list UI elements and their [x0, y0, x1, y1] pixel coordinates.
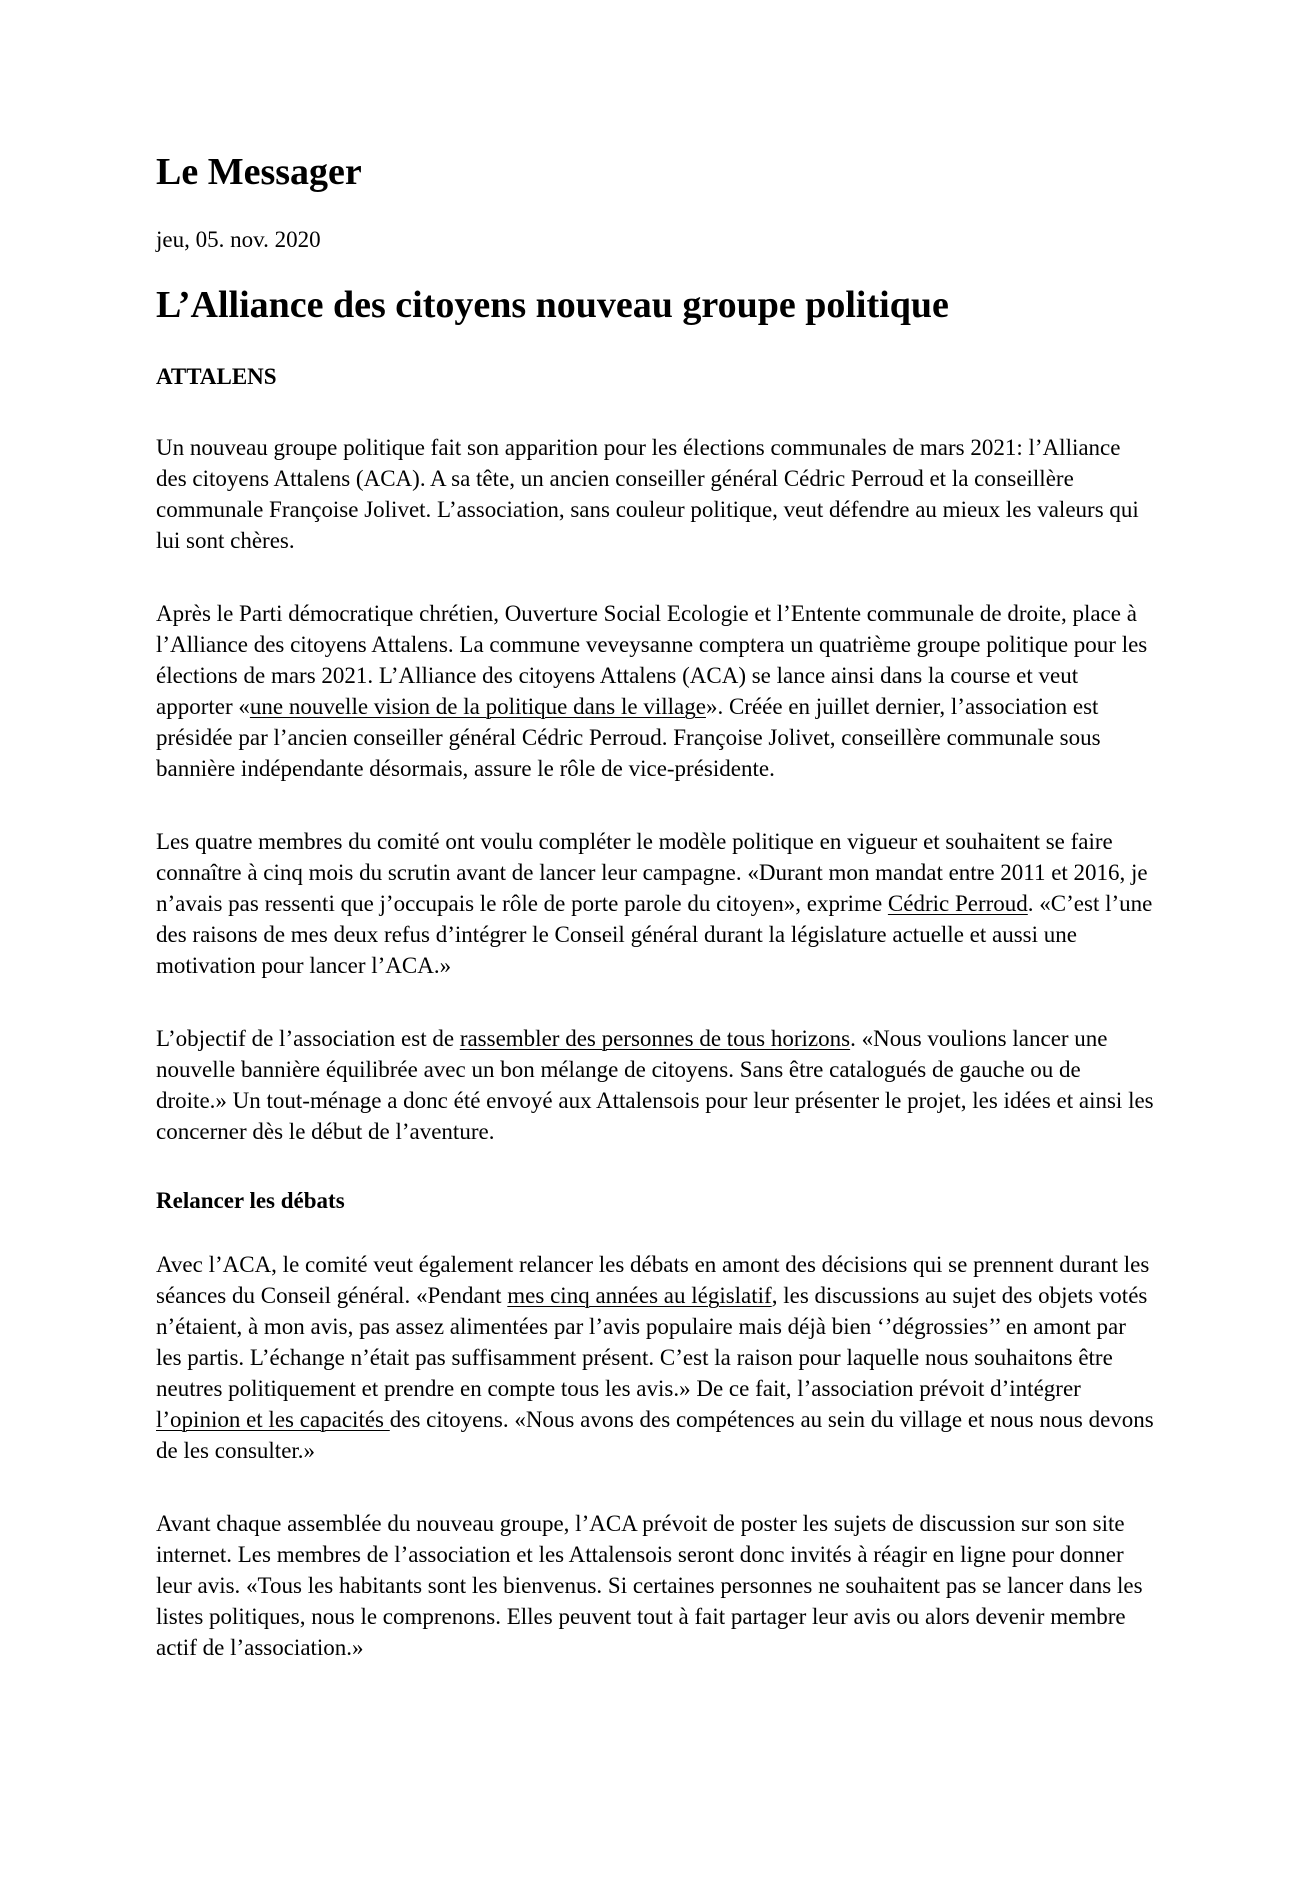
paragraph-4: [156, 1023, 1156, 1147]
publication-date: jeu, 05. nov. 2020: [156, 226, 321, 252]
link-nouvelle-vision[interactable]: une nouvelle vision de la politique dans le village: [249, 694, 706, 720]
article-page: [156, 150, 1156, 1663]
paragraph-3-text-before: Les quatre membres du comité ont voulu compléter le modèle politique en vigueur et souhaitent se faire connaître à cinq mois du scrutin avant de lancer leur campagne. «Durant mon mandat entre 2011 et 2016, je n’avais pas ressenti que j’occupais le rôle de porte parole du citoyen», exprime: [156, 829, 1148, 917]
paragraph-2-text-before: Après le Parti démocratique chrétien, Ouverture Social Ecologie et l’Entente communale de droite, place à l’Alliance des citoyens Attalens. La commune veveysanne comptera un quatrième groupe politique pour les élections de mars 2021. L’Alliance des citoyens Attalens (ACA) se lance ainsi dans la course et veut apporter «: [156, 601, 1148, 720]
paragraph-6: Avant chaque assemblée du nouveau groupe, l’ACA prévoit de poster les sujets de discussion sur son site internet. Les membres de l’association et les Attalensois seront donc invités à réagir en ligne pour donner leur avis. «Tous les habitants sont les bienvenus. Si certaines personnes ne souhaitent pas se lancer dans les listes politiques, nous le comprenons. Elles peuvent tout à fait partager leur avis ou alors devenir membre actif de l’association.»: [156, 1510, 1143, 1660]
paragraph-1: Un nouveau groupe politique fait son apparition pour les élections communales de mars 2021: l’Alliance des citoyens Attalens (ACA). A sa tête, un ancien conseiller général Cédric Perroud et la conseillère communale Françoise Jolivet. L’association, sans couleur politique, veut défendre au mieux les valeurs qui lui sont chères.: [156, 435, 1139, 554]
paragraph-3-text-after: . «C’est l’une des raisons de mes deux refus d’intégrer le Conseil général durant la législature actuelle et aussi une motivation pour lancer l’ACA.»: [156, 891, 1153, 979]
link-opinion-capacites[interactable]: l’opinion et les capacités: [156, 1406, 390, 1432]
paragraph-5-text-middle: , les discussions au sujet des objets votés n’étaient, à mon avis, pas assez alimentées par l’avis populaire mais déjà bien ‘’dégrossies’’ en amont par les partis. L’échange n’était pas suffisamment présent. C’est la raison pour laquelle nous souhaitons être neutres politiquement et prendre en compte tous les avis.» De ce fait, l’association prévoit d’intégrer: [156, 1282, 1148, 1401]
section-subheading: Relancer les débats: [156, 1188, 345, 1214]
paragraph-3: [156, 826, 1156, 981]
link-cinq-annees-legislatif[interactable]: mes cinq années au législatif: [507, 1282, 772, 1308]
paragraph-5-text-after: des citoyens. «Nous avons des compétences au sein du village et nous nous devons de les consulter.»: [156, 1406, 1154, 1463]
link-cedric-perroud[interactable]: Cédric Perroud: [887, 891, 1028, 917]
link-rassembler-personnes[interactable]: rassembler des personnes de tous horizons: [459, 1026, 851, 1052]
paragraph-2-text-after: ». Créée en juillet dernier, l’association est présidée par l’ancien conseiller général Cédric Perroud. Françoise Jolivet, conseillère communale sous bannière indépendante désormais, assure le rôle de vice-présidente.: [156, 694, 1101, 782]
article-location: ATTALENS: [156, 363, 277, 389]
paragraph-5: [156, 1249, 1156, 1466]
article-headline: L’Alliance des citoyens nouveau groupe politique: [156, 284, 949, 327]
paragraph-4-text-before: L’objectif de l’association est de: [156, 1026, 460, 1052]
publication-name: Le Messager: [156, 151, 362, 193]
paragraph-5-text-before: Avec l’ACA, le comité veut également relancer les débats en amont des décisions qui se prennent durant les séances du Conseil général. «Pendant: [156, 1251, 1150, 1308]
paragraph-2: [156, 598, 1156, 784]
paragraph-4-text-after: . «Nous voulions lancer une nouvelle bannière équilibrée avec un bon mélange de citoyens. Sans être catalogués de gauche ou de droite.» Un tout-ménage a donc été envoyé aux Attalensois pour leur présenter le projet, les idées et ainsi les concerner dès le début de l’aventure.: [156, 1026, 1154, 1145]
